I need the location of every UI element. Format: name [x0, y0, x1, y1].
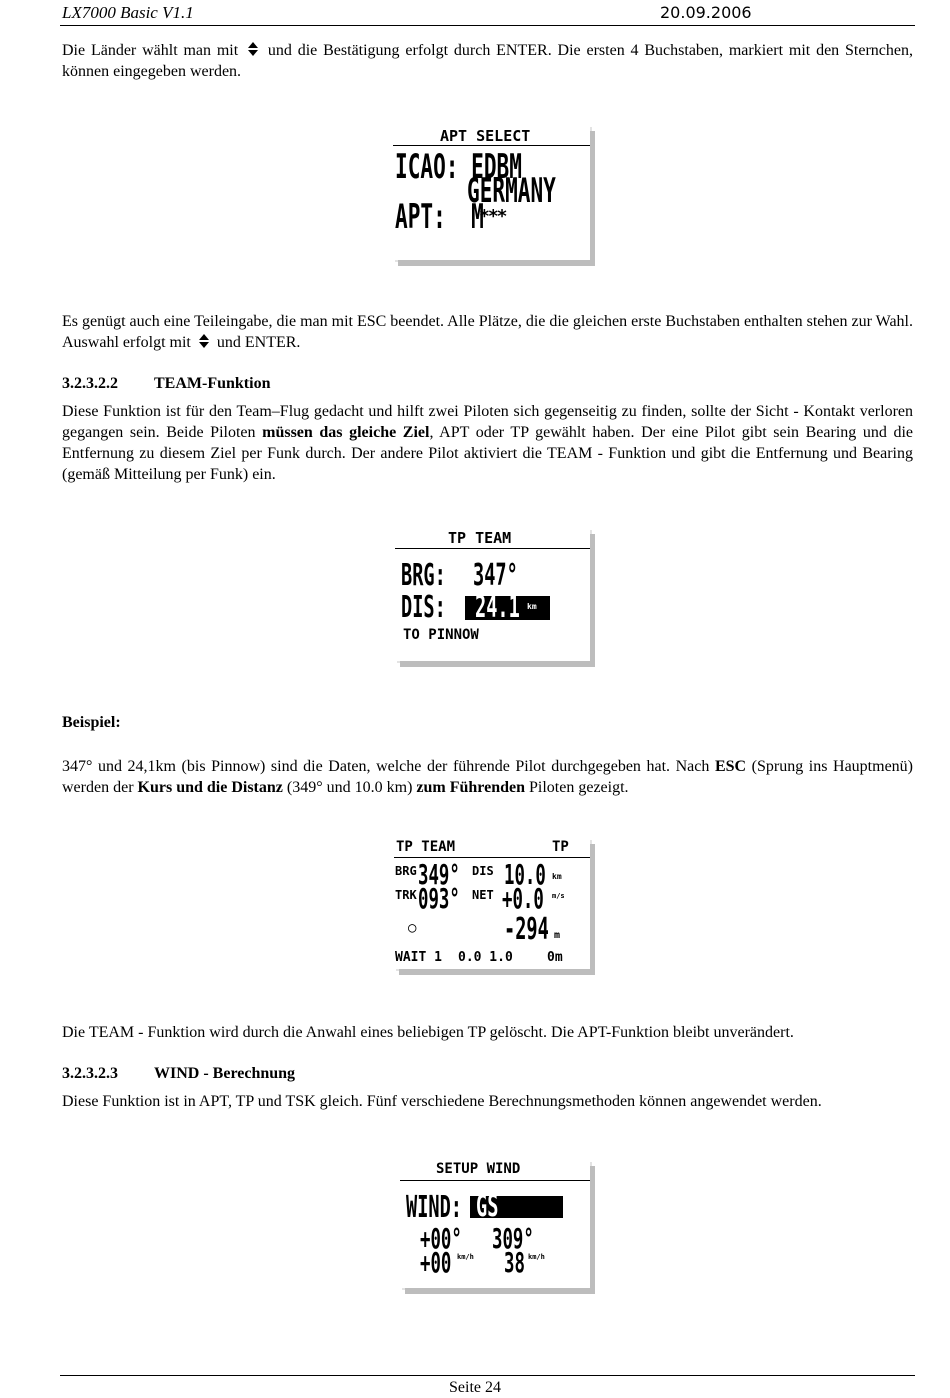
lcd-dis-label: DIS: [472, 864, 494, 878]
lcd-apt-select: [393, 125, 590, 260]
lcd-title: TP TEAM: [448, 529, 512, 547]
paragraph-wind-description: Diese Funktion ist in APT, TP und TSK gleich. Fünf verschiedene Berechnungsmethoden können angewendet werden.: [62, 1093, 822, 1110]
lcd-net-value: +0.0: [502, 882, 544, 915]
paragraph-text: Diese Funktion ist für den Team–Flug gedacht und hilft zwei Piloten sich gegenseitig zu finden, sollte der Sicht - Kontakt verloren gegangen sein. Beide Piloten: [62, 403, 913, 441]
lcd-title-rule: [400, 1180, 590, 1181]
paragraph-text: , APT oder TP gewählt haben. Der eine Pilot gibt sein Bearing und die Entfernung zu diesem Ziel per Funk durch. Der andere Pilot aktiviert die TEAM - Funktion und gibt die Entfernung und Bearing (gemäß Mitteilung per Funk) ein.: [62, 424, 914, 483]
lcd-dis-value-highlight: [465, 590, 550, 625]
lcd-title: TP TEAM: [396, 839, 456, 855]
lcd-target-line: TO PINNOW: [403, 627, 479, 643]
lcd-title: APT SELECT: [440, 127, 531, 145]
lcd-circle-indicator: ○: [408, 920, 417, 936]
paragraph-text: (349° und 10.0 km): [282, 779, 417, 796]
paragraph-team-description: [62, 401, 913, 485]
lcd-apt-stars: ***: [479, 206, 506, 227]
lcd-brg-label: BRG:: [401, 558, 446, 593]
lcd-title-rule: [395, 548, 590, 549]
lcd-wind-speed-correction: +00: [420, 1246, 452, 1279]
paragraph-text: 347° und 24,1km (bis Pinnow) sind die Daten, welche der führende Pilot durchgegeben hat. Nach: [62, 758, 715, 775]
lcd-dis-value: 10.0: [504, 858, 546, 891]
lcd-tp-team-navigation: [394, 838, 590, 969]
lcd-icao-line: ICAO: EDBM: [395, 147, 522, 187]
document-date: 20.09.2006: [660, 3, 752, 22]
paragraph-text: und die Bestätigung erfolgt durch ENTER. Die ersten 4 Buchstaben, markiert mit den Sternchen, können eingegeben werden.: [62, 42, 913, 80]
paragraph-partial-input: [62, 311, 913, 353]
lcd-wind-speed: 38: [504, 1246, 525, 1279]
paragraph-text: Piloten gezeigt.: [525, 779, 629, 796]
lcd-title-right: TP: [552, 839, 569, 855]
paragraph-text: Die Länder wählt man mit: [62, 42, 239, 59]
paragraph-example: [62, 756, 913, 798]
paragraph-bold-text: müssen das gleiche Ziel: [262, 424, 430, 441]
lcd-dis-unit: km: [552, 872, 562, 881]
lcd-title-rule: [393, 145, 590, 146]
lcd-status-values: 0.0 1.0: [458, 950, 513, 965]
page-number: Seite 24: [449, 1379, 501, 1396]
lcd-brg-value: 347°: [473, 558, 518, 593]
document-title: LX7000 Basic V1.1: [62, 3, 194, 22]
lcd-altitude-unit: m: [554, 930, 561, 941]
lcd-brg-value: 349°: [418, 858, 460, 891]
lcd-net-label: NET: [472, 888, 494, 902]
lcd-wind-direction: 309°: [492, 1222, 534, 1255]
paragraph-bold-text: zum Führenden: [416, 779, 525, 796]
up-down-arrow-icon: [198, 333, 210, 349]
footer-rule: [60, 1375, 915, 1376]
section-number: 3.2.3.2.3: [62, 1065, 118, 1082]
example-label: Beispiel:: [62, 714, 121, 731]
section-heading-team: [62, 375, 270, 393]
lcd-wind-speed-unit: km/h: [528, 1253, 545, 1261]
lcd-wind-method: GS: [476, 1189, 499, 1224]
lcd-dis-value: 24.1: [475, 590, 520, 625]
lcd-dis-label: DIS:: [401, 590, 446, 625]
paragraph-country-selection: [62, 40, 913, 82]
paragraph-team-reset: Die TEAM - Funktion wird durch die Anwahl eines beliebigen TP gelöscht. Die APT-Funktion bleibt unverändert.: [62, 1024, 794, 1041]
header-rule: [60, 25, 915, 26]
lcd-apt-line: APT: M: [395, 197, 484, 237]
paragraph-text: (Sprung ins Hauptmenü) werden der: [62, 758, 914, 796]
lcd-wait-indicator: WAIT 1: [395, 950, 442, 965]
lcd-wind-method-highlight: [470, 1189, 563, 1224]
lcd-altitude-value: -294: [504, 912, 549, 947]
section-title: TEAM-Funktion: [154, 375, 271, 392]
lcd-wind-direction-correction: +00°: [420, 1222, 462, 1255]
lcd-trk-label: TRK: [395, 888, 417, 902]
lcd-wind-speed-unit: km/h: [457, 1253, 474, 1261]
lcd-dis-unit: km: [527, 602, 537, 611]
lcd-status-right: 0m: [547, 950, 563, 965]
lcd-country-line: GERMANY: [467, 171, 556, 211]
lcd-brg-label: BRG: [395, 864, 417, 878]
section-heading-wind: [62, 1065, 295, 1083]
lcd-trk-value: 093°: [418, 882, 460, 915]
paragraph-text: Es genügt auch eine Teileingabe, die man mit ESC beendet. Alle Plätze, die die gleichen erste Buchstaben enthalten stehen zur Wahl. Auswahl erfolgt mit: [62, 313, 913, 351]
lcd-tp-team: [395, 528, 590, 661]
paragraph-text: und ENTER.: [216, 334, 301, 351]
lcd-title: SETUP WIND: [436, 1161, 521, 1177]
section-title: WIND - Berechnung: [154, 1065, 296, 1082]
lcd-wind-label: WIND:: [406, 1190, 462, 1225]
lcd-net-unit: m/s: [552, 892, 565, 900]
paragraph-bold-text: Kurs und die Distanz: [137, 779, 283, 796]
section-number: 3.2.3.2.2: [62, 375, 118, 392]
paragraph-bold-text: ESC: [714, 758, 747, 775]
up-down-arrow-icon: [247, 41, 259, 57]
lcd-setup-wind: [400, 1160, 590, 1288]
